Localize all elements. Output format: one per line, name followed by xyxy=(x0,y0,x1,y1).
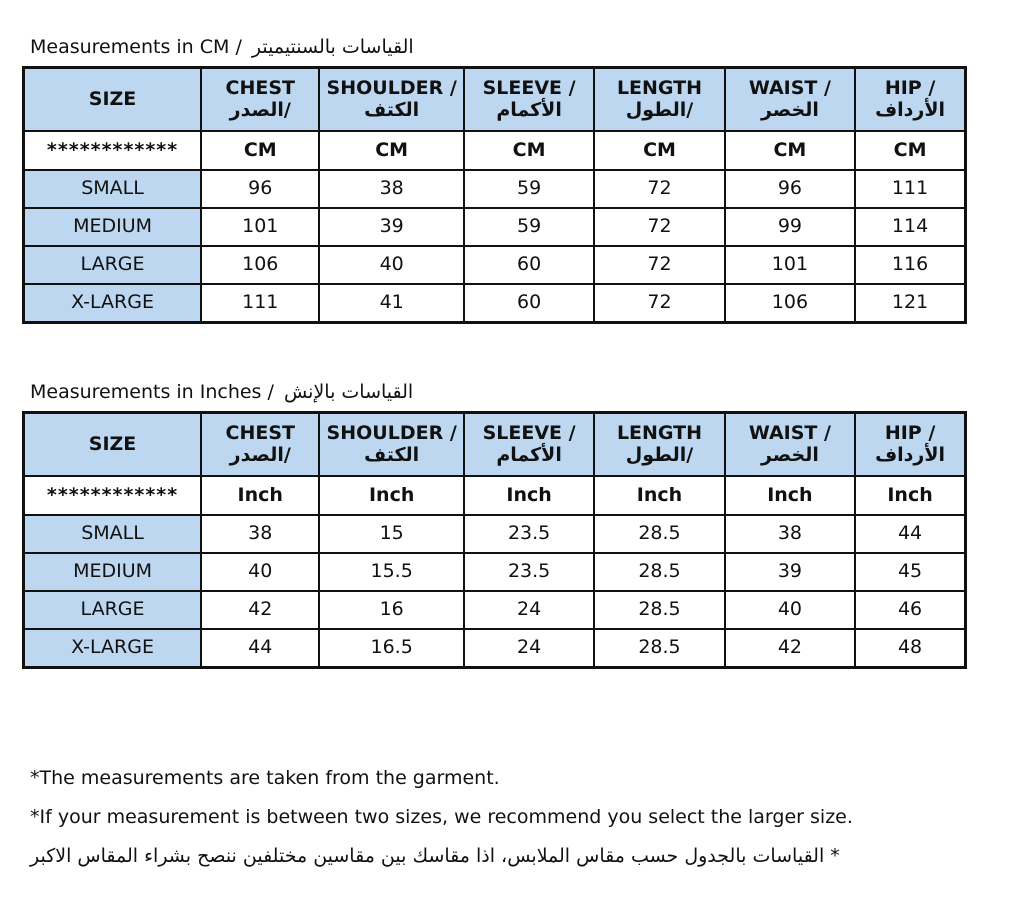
note-between-sizes: *If your measurement is between two sizes, we recommend you select the larger size. xyxy=(30,806,853,828)
value-cell: 111 xyxy=(201,284,319,323)
unit-cell: ************ xyxy=(24,131,202,170)
header-cell-chest: CHEST الصدر/ xyxy=(201,68,319,132)
unit-cell: Inch xyxy=(594,476,724,515)
header-cell-sleeve: SLEEVE / الأكمام xyxy=(464,413,594,477)
cm-caption-arabic: القياسات بالسنتيميتر xyxy=(251,36,414,58)
value-cell: 28.5 xyxy=(594,629,724,668)
table-row xyxy=(24,553,966,591)
table-row xyxy=(24,629,966,668)
table-row xyxy=(24,170,966,208)
cm-caption-english: Measurements in CM / xyxy=(30,36,242,58)
value-cell: 116 xyxy=(855,246,965,284)
value-cell: 24 xyxy=(464,591,594,629)
unit-row xyxy=(24,476,966,515)
value-cell: 40 xyxy=(725,591,855,629)
value-cell: 15 xyxy=(319,515,463,553)
unit-cell: CM xyxy=(319,131,463,170)
value-cell: 16.5 xyxy=(319,629,463,668)
table-row xyxy=(24,515,966,553)
value-cell: 106 xyxy=(725,284,855,323)
value-cell: 48 xyxy=(855,629,965,668)
value-cell: 114 xyxy=(855,208,965,246)
value-cell: 101 xyxy=(725,246,855,284)
unit-cell: CM xyxy=(201,131,319,170)
value-cell: 72 xyxy=(594,208,724,246)
value-cell: 72 xyxy=(594,170,724,208)
unit-cell: CM xyxy=(855,131,965,170)
value-cell: 44 xyxy=(855,515,965,553)
value-cell: 15.5 xyxy=(319,553,463,591)
size-label-cell: MEDIUM xyxy=(24,208,202,246)
unit-cell: CM xyxy=(594,131,724,170)
header-cell-length: LENGTH الطول/ xyxy=(594,68,724,132)
unit-cell: Inch xyxy=(464,476,594,515)
table-row xyxy=(24,591,966,629)
value-cell: 42 xyxy=(201,591,319,629)
unit-cell: Inch xyxy=(725,476,855,515)
value-cell: 40 xyxy=(201,553,319,591)
value-cell: 60 xyxy=(464,246,594,284)
value-cell: 40 xyxy=(319,246,463,284)
table-row xyxy=(24,208,966,246)
cm-size-table xyxy=(22,66,967,324)
value-cell: 28.5 xyxy=(594,591,724,629)
value-cell: 28.5 xyxy=(594,553,724,591)
unit-cell: Inch xyxy=(201,476,319,515)
value-cell: 39 xyxy=(319,208,463,246)
note-garment-measurement: *The measurements are taken from the garment. xyxy=(30,767,500,789)
value-cell: 59 xyxy=(464,208,594,246)
value-cell: 106 xyxy=(201,246,319,284)
note-arabic: * القياسات بالجدول حسب مقاس الملابس، اذا مقاسك بين مقاسين مختلفين ننصح بشراء المقاس الاكبر xyxy=(30,845,840,867)
value-cell: 38 xyxy=(201,515,319,553)
unit-cell: ************ xyxy=(24,476,202,515)
header-cell-size: SIZE xyxy=(24,413,202,477)
value-cell: 101 xyxy=(201,208,319,246)
unit-cell: Inch xyxy=(855,476,965,515)
size-label-cell: SMALL xyxy=(24,170,202,208)
value-cell: 111 xyxy=(855,170,965,208)
inch-caption-english: Measurements in Inches / xyxy=(30,381,274,403)
value-cell: 28.5 xyxy=(594,515,724,553)
header-cell-sleeve: SLEEVE / الأكمام xyxy=(464,68,594,132)
value-cell: 96 xyxy=(725,170,855,208)
value-cell: 38 xyxy=(725,515,855,553)
value-cell: 16 xyxy=(319,591,463,629)
unit-cell: Inch xyxy=(319,476,463,515)
unit-row xyxy=(24,131,966,170)
value-cell: 72 xyxy=(594,284,724,323)
size-label-cell: SMALL xyxy=(24,515,202,553)
table-row xyxy=(24,284,966,323)
value-cell: 38 xyxy=(319,170,463,208)
value-cell: 99 xyxy=(725,208,855,246)
header-cell-hip: HIP / الأرداف xyxy=(855,413,965,477)
inch-caption-arabic: القياسات بالإنش xyxy=(283,381,414,403)
inch-size-table xyxy=(22,411,967,669)
value-cell: 23.5 xyxy=(464,515,594,553)
value-cell: 41 xyxy=(319,284,463,323)
value-cell: 59 xyxy=(464,170,594,208)
header-cell-hip: HIP / الأرداف xyxy=(855,68,965,132)
cm-table-caption xyxy=(30,36,414,58)
inch-table-caption xyxy=(30,381,413,403)
header-cell-chest: CHEST الصدر/ xyxy=(201,413,319,477)
size-label-cell: X-LARGE xyxy=(24,284,202,323)
value-cell: 44 xyxy=(201,629,319,668)
value-cell: 39 xyxy=(725,553,855,591)
value-cell: 23.5 xyxy=(464,553,594,591)
unit-cell: CM xyxy=(725,131,855,170)
value-cell: 121 xyxy=(855,284,965,323)
header-row xyxy=(24,413,966,477)
size-label-cell: LARGE xyxy=(24,591,202,629)
value-cell: 72 xyxy=(594,246,724,284)
header-cell-length: LENGTH الطول/ xyxy=(594,413,724,477)
header-cell-waist: WAIST / الخصر xyxy=(725,413,855,477)
table-row xyxy=(24,246,966,284)
value-cell: 45 xyxy=(855,553,965,591)
size-label-cell: LARGE xyxy=(24,246,202,284)
header-row xyxy=(24,68,966,132)
header-cell-waist: WAIST / الخصر xyxy=(725,68,855,132)
value-cell: 24 xyxy=(464,629,594,668)
header-cell-shoulder: SHOULDER / الكتف xyxy=(319,68,463,132)
value-cell: 46 xyxy=(855,591,965,629)
size-label-cell: MEDIUM xyxy=(24,553,202,591)
size-label-cell: X-LARGE xyxy=(24,629,202,668)
value-cell: 42 xyxy=(725,629,855,668)
header-cell-size: SIZE xyxy=(24,68,202,132)
value-cell: 60 xyxy=(464,284,594,323)
header-cell-shoulder: SHOULDER / الكتف xyxy=(319,413,463,477)
value-cell: 96 xyxy=(201,170,319,208)
unit-cell: CM xyxy=(464,131,594,170)
